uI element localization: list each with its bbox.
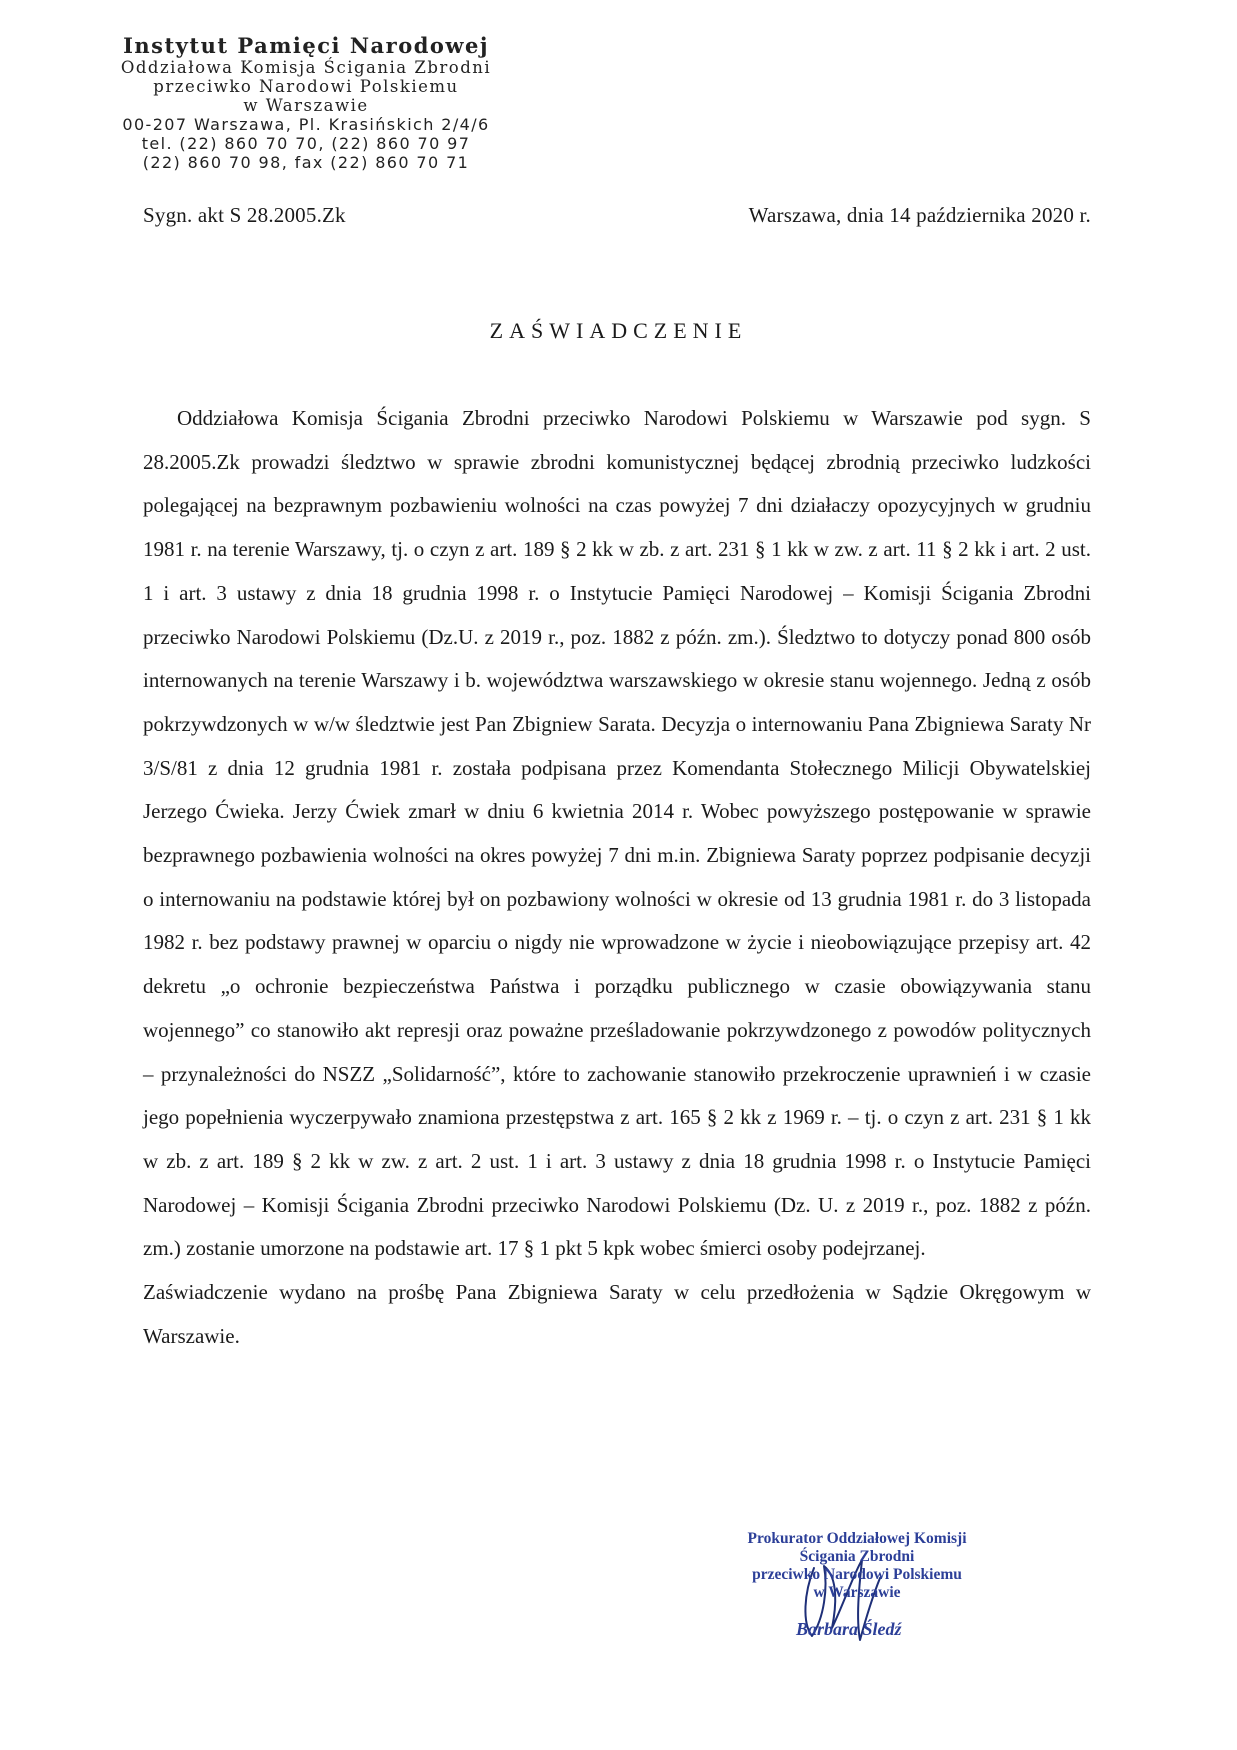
stamp-line-2: Ścigania Zbrodni: [799, 1548, 915, 1565]
institution-name: Instytut Pamięci Narodowej: [123, 33, 489, 58]
body-paragraph-closing: Zaświadczenie wydano na prośbę Pana Zbigniewa Saraty w celu przedłożenia w Sądzie Okręgowym w Warszawie.: [143, 1280, 1091, 1348]
institution-department-line-2: przeciwko Narodowi Polskiemu: [153, 77, 459, 96]
letterhead-stamp: [106, 34, 506, 172]
institution-department-line-1: Oddziałowa Komisja Ścigania Zbrodni: [120, 58, 492, 77]
institution-phone-2: (22) 860 70 98, fax (22) 860 70 71: [142, 153, 470, 172]
stamp-line-1: Prokurator Oddziałowej Komisji: [747, 1530, 967, 1547]
document-date: Warszawa, dnia 14 października 2020 r.: [748, 203, 1091, 227]
institution-city: w Warszawie: [243, 96, 369, 115]
document-title: ZAŚWIADCZENIE: [489, 318, 748, 343]
body-paragraph-main: Oddziałowa Komisja Ścigania Zbrodni przeciwko Narodowi Polskiemu w Warszawie pod sygn. S 28.2005.Zk prowadzi śledztwo w sprawie zbrodni komunistycznej będącej zbrodnią przeciwko ludzkości polegającej na bezprawnym pozbawieniu wolności na czas powyżej 7 dni działaczy opozycyjnych w grudniu 1981 r. na terenie Warszawy, tj. o czyn z art. 189 § 2 kk w zb. z art. 231 § 1 kk w zw. z art. 11 § 2 kk i art. 2 ust. 1 i art. 3 ustawy z dnia 18 grudnia 1998 r. o Instytucie Pamięci Narodowej – Komisji Ścigania Zbrodni przeciwko Narodowi Polskiemu (Dz.U. z 2019 r., poz. 1882 z późn. zm.). Śledztwo to dotyczy ponad 800 osób internowanych na terenie Warszawy i b. województwa warszawskiego w okresie stanu wojennego. Jedną z osób pokrzywdzonych w w/w śledztwie jest Pan Zbigniew Sarata. Decyzja o internowaniu Pana Zbigniewa Saraty Nr 3/S/81 z dnia 12 grudnia 1981 r. została podpisana przez Komendanta Stołecznego Milicji Obywatelskiej Jerzego Ćwieka. Jerzy Ćwiek zmarł w dniu 6 kwietnia 2014 r. Wobec powyższego postępowanie w sprawie bezprawnego pozbawienia wolności na okres powyżej 7 dni m.in. Zbigniewa Saraty poprzez podpisanie decyzji o internowaniu na podstawie której był on pozbawiony wolności w okresie od 13 grudnia 1981 r. do 3 listopada 1982 r. bez podstawy prawnej w oparciu o nigdy nie wprowadzone w życie i nieobowiązujące przepisy art. 42 dekretu „o ochronie bezpieczeństwa Państwa i porządku publicznego w czasie obowiązywania stanu wojennego” co stanowiło akt represji oraz poważne prześladowanie pokrzywdzonego z powodów politycznych – przynależności do NSZZ „Solidarność”, które to zachowanie stanowiło przekroczenie uprawnień i w czasie jego popełnienia wyczerpywało znamiona przestępstwa z art. 165 § 2 kk z 1969 r. – tj. o czyn z art. 231 § 1 kk w zb. z art. 189 § 2 kk w zw. z art. 2 ust. 1 i art. 3 ustawy z dnia 18 grudnia 1998 r. o Instytucie Pamięci Narodowej – Komisji Ścigania Zbrodni przeciwko Narodowi Polskiemu (Dz. U. z 2019 r., poz. 1882 z późn. zm.) zostanie umorzone na podstawie art. 17 § 1 pkt 5 kpk wobec śmierci osoby podejrzanej.: [143, 406, 1091, 1261]
institution-phone-1: tel. (22) 860 70 70, (22) 860 70 97: [141, 134, 471, 153]
stamp-line-3: przeciwko Narodowi Polskiemu: [752, 1566, 962, 1583]
case-reference: Sygn. akt S 28.2005.Zk: [143, 203, 346, 227]
stamp-line-4: w Warszawie: [813, 1584, 901, 1601]
prosecutor-stamp: [722, 1530, 992, 1602]
document-body: [143, 397, 1091, 1358]
institution-address: 00-207 Warszawa, Pl. Krasińskich 2/4/6: [122, 115, 490, 134]
signatory-name: Barbara Śledź: [796, 1619, 902, 1639]
